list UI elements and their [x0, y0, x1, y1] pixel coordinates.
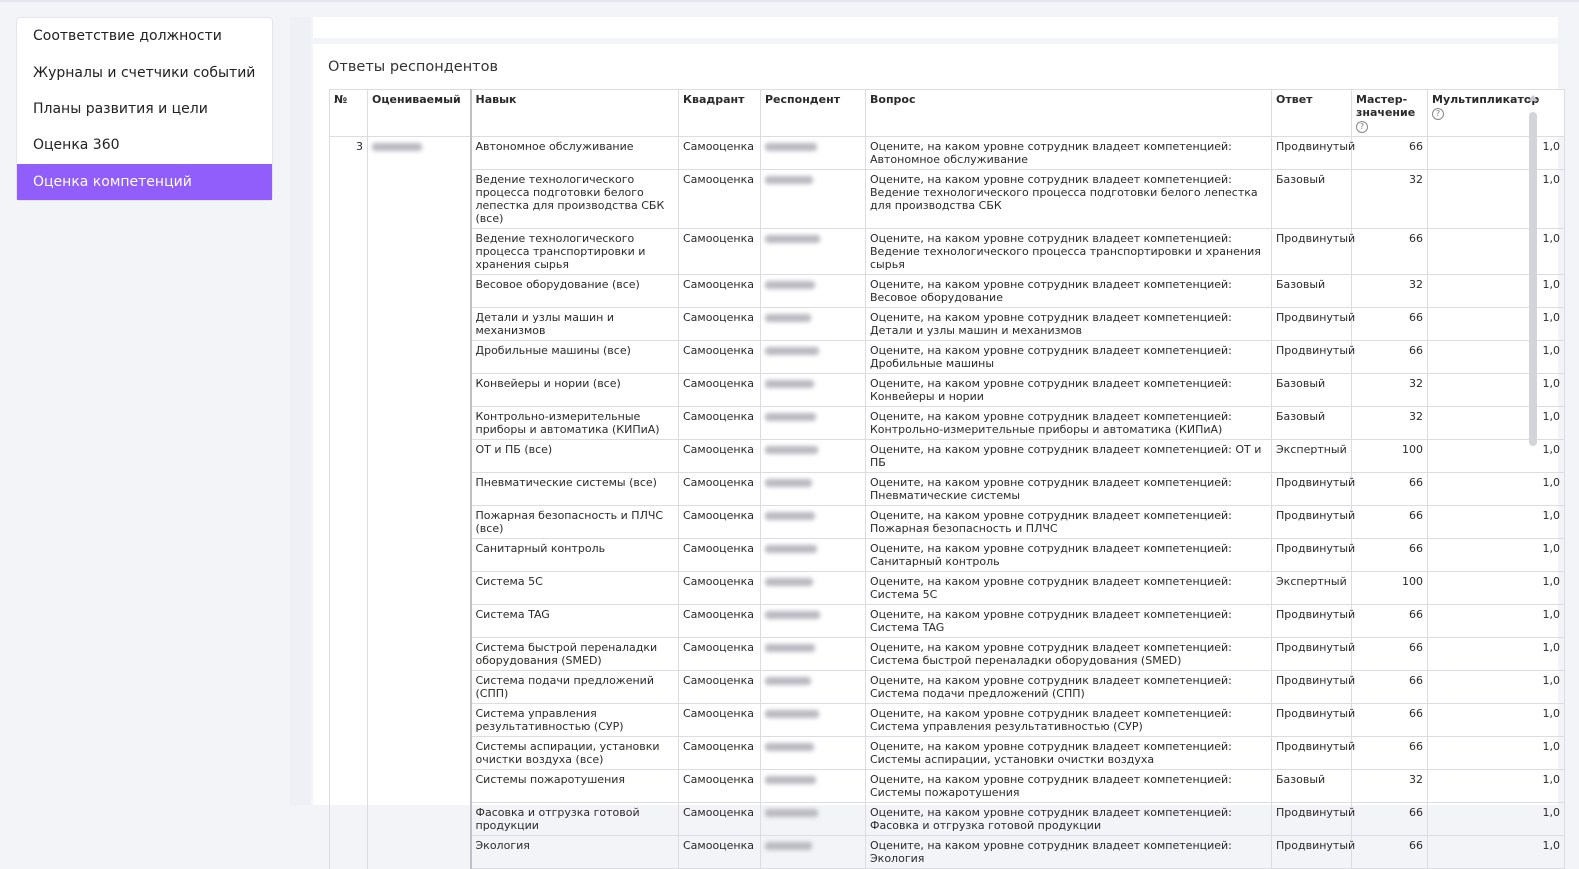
row-number: [330, 308, 368, 341]
redacted-name: [765, 413, 816, 421]
cell-quadrant: Самооценка: [679, 539, 761, 572]
redacted-name: [765, 281, 815, 289]
cell-quadrant: Самооценка: [679, 440, 761, 473]
table-row[interactable]: [330, 170, 1565, 229]
cell-quadrant: Самооценка: [679, 170, 761, 229]
cell-multiplier: 1,0: [1428, 638, 1565, 671]
row-number: [330, 671, 368, 704]
table-row[interactable]: [330, 638, 1565, 671]
evaluated-person: [368, 770, 471, 803]
card-title: Ответы респондентов: [328, 59, 499, 75]
evaluated-person: [368, 605, 471, 638]
help-icon[interactable]: ?: [1432, 108, 1444, 120]
cell-answer: Продвинутый: [1272, 506, 1352, 539]
table-row[interactable]: [330, 770, 1565, 803]
evaluated-person: [368, 539, 471, 572]
cell-skill: Конвейеры и нории (все): [471, 374, 679, 407]
col-header-master-label: Мастер-значение: [1356, 93, 1416, 119]
col-header-multiplier[interactable]: [1428, 90, 1565, 137]
cell-question: Оцените, на каком уровне сотрудник владеет компетенцией: Ведение технологического процесса транспортировки и хранения сырья: [866, 229, 1272, 275]
cell-quadrant: Самооценка: [679, 137, 761, 170]
cell-respondent: [761, 803, 866, 836]
cell-multiplier: 1,0: [1428, 770, 1565, 803]
cell-master: 100: [1352, 440, 1428, 473]
cell-respondent: [761, 275, 866, 308]
cell-skill: Система подачи предложений (СПП): [471, 671, 679, 704]
evaluated-person: [368, 374, 471, 407]
vertical-scrollbar[interactable]: [1528, 95, 1538, 795]
table-row[interactable]: [330, 704, 1565, 737]
cell-skill: Система TAG: [471, 605, 679, 638]
cell-question: Оцените, на каком уровне сотрудник владеет компетенцией: Ведение технологического процесса подготовки белого лепестка для производства СБК: [866, 170, 1272, 229]
col-header-num[interactable]: №: [330, 90, 368, 137]
cell-skill: Экология: [471, 836, 679, 869]
scrollbar-thumb[interactable]: [1529, 112, 1537, 446]
cell-quadrant: Самооценка: [679, 341, 761, 374]
cell-answer: Базовый: [1272, 407, 1352, 440]
row-number: 3: [330, 137, 368, 170]
evaluated-person: [368, 229, 471, 275]
cell-answer: Продвинутый: [1272, 836, 1352, 869]
row-number: [330, 803, 368, 836]
table-row[interactable]: [330, 803, 1565, 836]
cell-quadrant: Самооценка: [679, 836, 761, 869]
table-row[interactable]: [330, 671, 1565, 704]
cell-multiplier: 1,0: [1428, 704, 1565, 737]
row-number: [330, 170, 368, 229]
cell-quadrant: Самооценка: [679, 275, 761, 308]
table-row[interactable]: [330, 275, 1565, 308]
redacted-name: [765, 578, 813, 586]
cell-master: 32: [1352, 374, 1428, 407]
sidebar: [16, 17, 273, 201]
cell-question: Оцените, на каком уровне сотрудник владеет компетенцией: Дробильные машины: [866, 341, 1272, 374]
table-row[interactable]: [330, 308, 1565, 341]
cell-multiplier: 1,0: [1428, 407, 1565, 440]
row-number: [330, 605, 368, 638]
cell-quadrant: Самооценка: [679, 572, 761, 605]
cell-answer: Продвинутый: [1272, 803, 1352, 836]
cell-master: 66: [1352, 308, 1428, 341]
redacted-name: [765, 842, 812, 850]
cell-respondent: [761, 407, 866, 440]
cell-quadrant: Самооценка: [679, 803, 761, 836]
cell-question: Оцените, на каком уровне сотрудник владеет компетенцией: Весовое оборудование: [866, 275, 1272, 308]
table-row[interactable]: [330, 407, 1565, 440]
cell-skill: Дробильные машины (все): [471, 341, 679, 374]
cell-answer: Базовый: [1272, 770, 1352, 803]
cell-question: Оцените, на каком уровне сотрудник владеет компетенцией: Пожарная безопасность и ПЛЧС: [866, 506, 1272, 539]
cell-multiplier: 1,0: [1428, 229, 1565, 275]
cell-question: Оцените, на каком уровне сотрудник владеет компетенцией: ОТ и ПБ: [866, 440, 1272, 473]
cell-master: 66: [1352, 671, 1428, 704]
table-row[interactable]: [330, 137, 1565, 170]
evaluated-person: [368, 638, 471, 671]
cell-master: 66: [1352, 539, 1428, 572]
evaluated-person: [368, 275, 471, 308]
cell-answer: Продвинутый: [1272, 539, 1352, 572]
cell-skill: Детали и узлы машин и механизмов: [471, 308, 679, 341]
table-row[interactable]: [330, 440, 1565, 473]
cell-skill: Фасовка и отгрузка готовой продукции: [471, 803, 679, 836]
cell-quadrant: Самооценка: [679, 737, 761, 770]
evaluated-person: [368, 440, 471, 473]
cell-skill: Система быстрой переналадки оборудования (SMED): [471, 638, 679, 671]
cell-respondent: [761, 539, 866, 572]
cell-question: Оцените, на каком уровне сотрудник владеет компетенцией: Детали и узлы машин и механизмов: [866, 308, 1272, 341]
row-number: [330, 638, 368, 671]
evaluated-person: [368, 671, 471, 704]
table-row[interactable]: [330, 374, 1565, 407]
redacted-name: [765, 611, 820, 619]
evaluated-person: [368, 803, 471, 836]
redacted-name: [765, 235, 820, 243]
cell-master: 66: [1352, 473, 1428, 506]
cell-multiplier: 1,0: [1428, 308, 1565, 341]
cell-multiplier: 1,0: [1428, 137, 1565, 170]
cell-answer: Продвинутый: [1272, 308, 1352, 341]
cell-respondent: [761, 770, 866, 803]
cell-skill: Ведение технологического процесса транспортировки и хранения сырья: [471, 229, 679, 275]
row-number: [330, 341, 368, 374]
cell-quadrant: Самооценка: [679, 638, 761, 671]
top-card: [313, 17, 1558, 38]
row-number: [330, 770, 368, 803]
cell-skill: Системы аспирации, установки очистки воздуха (все): [471, 737, 679, 770]
col-header-master[interactable]: [1352, 90, 1428, 137]
cell-skill: Весовое оборудование (все): [471, 275, 679, 308]
cell-respondent: [761, 374, 866, 407]
cell-master: 100: [1352, 572, 1428, 605]
table-row[interactable]: [330, 605, 1565, 638]
cell-multiplier: 1,0: [1428, 737, 1565, 770]
cell-skill: Системы пожаротушения: [471, 770, 679, 803]
cell-master: 66: [1352, 605, 1428, 638]
col-header-quadrant[interactable]: Квадрант: [679, 90, 761, 137]
redacted-name: [765, 446, 818, 454]
cell-skill: Система управления результативностью (СУР): [471, 704, 679, 737]
table-row[interactable]: [330, 737, 1565, 770]
evaluated-person: [368, 737, 471, 770]
cell-answer: Продвинутый: [1272, 605, 1352, 638]
redacted-name: [765, 176, 813, 184]
cell-multiplier: 1,0: [1428, 440, 1565, 473]
col-header-respondent[interactable]: Респондент: [761, 90, 866, 137]
evaluated-person: [368, 341, 471, 374]
cell-multiplier: 1,0: [1428, 341, 1565, 374]
cell-respondent: [761, 671, 866, 704]
sidebar-item-event-logs[interactable]: Журналы и счетчики событий: [33, 64, 256, 81]
evaluated-person: [368, 407, 471, 440]
cell-master: 66: [1352, 803, 1428, 836]
row-number: [330, 374, 368, 407]
cell-question: Оцените, на каком уровне сотрудник владеет компетенцией: Фасовка и отгрузка готовой продукции: [866, 803, 1272, 836]
cell-respondent: [761, 737, 866, 770]
cell-answer: Продвинутый: [1272, 341, 1352, 374]
cell-quadrant: Самооценка: [679, 229, 761, 275]
table-row[interactable]: [330, 506, 1565, 539]
row-number: [330, 229, 368, 275]
cell-respondent: [761, 638, 866, 671]
cell-master: 32: [1352, 407, 1428, 440]
redacted-name: [765, 545, 817, 553]
cell-multiplier: 1,0: [1428, 506, 1565, 539]
cell-multiplier: 1,0: [1428, 473, 1565, 506]
cell-respondent: [761, 137, 866, 170]
cell-answer: Базовый: [1272, 170, 1352, 229]
col-header-skill[interactable]: Навык: [471, 90, 679, 137]
redacted-name: [765, 776, 816, 784]
cell-respondent: [761, 506, 866, 539]
cell-answer: Экспертный: [1272, 572, 1352, 605]
cell-respondent: [761, 170, 866, 229]
row-number: [330, 704, 368, 737]
cell-master: 66: [1352, 229, 1428, 275]
cell-question: Оцените, на каком уровне сотрудник владеет компетенцией: Система быстрой переналадки оборудования (SMED): [866, 638, 1272, 671]
cell-master: 66: [1352, 341, 1428, 374]
row-number: [330, 836, 368, 869]
cell-answer: Продвинутый: [1272, 229, 1352, 275]
sidebar-item-development-plans[interactable]: Планы развития и цели: [33, 100, 208, 117]
cell-multiplier: 1,0: [1428, 374, 1565, 407]
redacted-name: [372, 143, 422, 151]
table-row[interactable]: [330, 229, 1565, 275]
redacted-name: [765, 710, 819, 718]
cell-skill: Система 5С: [471, 572, 679, 605]
evaluated-person: [368, 506, 471, 539]
redacted-name: [765, 743, 814, 751]
cell-question: Оцените, на каком уровне сотрудник владеет компетенцией: Системы аспирации, установки очистки воздуха: [866, 737, 1272, 770]
row-number: [330, 275, 368, 308]
answers-table: [329, 89, 1565, 869]
cell-quadrant: Самооценка: [679, 374, 761, 407]
cell-skill: Ведение технологического процесса подготовки белого лепестка для производства СБК (все): [471, 170, 679, 229]
table-row[interactable]: [330, 341, 1565, 374]
respondent-answers-card: [313, 44, 1560, 865]
cell-skill: ОТ и ПБ (все): [471, 440, 679, 473]
cell-answer: Экспертный: [1272, 440, 1352, 473]
evaluated-person: [368, 137, 471, 170]
cell-master: 66: [1352, 836, 1428, 869]
cell-respondent: [761, 308, 866, 341]
redacted-name: [765, 677, 811, 685]
cell-quadrant: Самооценка: [679, 473, 761, 506]
cell-multiplier: 1,0: [1428, 539, 1565, 572]
scroll-up-arrow-icon[interactable]: [1528, 95, 1538, 101]
redacted-name: [765, 512, 815, 520]
cell-multiplier: 1,0: [1428, 803, 1565, 836]
cell-quadrant: Самооценка: [679, 407, 761, 440]
cell-quadrant: Самооценка: [679, 671, 761, 704]
sidebar-item-position-match[interactable]: Соответствие должности: [33, 28, 222, 45]
table-body: [330, 137, 1565, 869]
cell-respondent: [761, 341, 866, 374]
sidebar-item-assessment-360[interactable]: Оценка 360: [33, 137, 120, 154]
cell-answer: Продвинутый: [1272, 737, 1352, 770]
cell-answer: Продвинутый: [1272, 671, 1352, 704]
table-row[interactable]: [330, 572, 1565, 605]
cell-multiplier: 1,0: [1428, 671, 1565, 704]
content-gutter: [290, 17, 311, 805]
row-number: [330, 572, 368, 605]
evaluated-person: [368, 170, 471, 229]
top-divider: [0, 0, 1579, 2]
cell-answer: Продвинутый: [1272, 137, 1352, 170]
table-row[interactable]: [330, 539, 1565, 572]
sidebar-item-competency-assessment[interactable]: Оценка компетенций: [17, 164, 272, 200]
cell-master: 66: [1352, 506, 1428, 539]
cell-answer: Базовый: [1272, 275, 1352, 308]
row-number: [330, 473, 368, 506]
cell-multiplier: 1,0: [1428, 275, 1565, 308]
cell-question: Оцените, на каком уровне сотрудник владеет компетенцией: Конвейеры и нории: [866, 374, 1272, 407]
col-header-evaluated[interactable]: Оцениваемый: [368, 90, 471, 137]
cell-question: Оцените, на каком уровне сотрудник владеет компетенцией: Системы пожаротушения: [866, 770, 1272, 803]
cell-master: 32: [1352, 170, 1428, 229]
cell-quadrant: Самооценка: [679, 308, 761, 341]
cell-question: Оцените, на каком уровне сотрудник владеет компетенцией: Автономное обслуживание: [866, 137, 1272, 170]
cell-answer: Базовый: [1272, 374, 1352, 407]
cell-respondent: [761, 473, 866, 506]
cell-skill: Санитарный контроль: [471, 539, 679, 572]
cell-respondent: [761, 605, 866, 638]
cell-skill: Пневматические системы (все): [471, 473, 679, 506]
table-row[interactable]: [330, 836, 1565, 869]
table-row[interactable]: [330, 473, 1565, 506]
table-header-row: [330, 90, 1565, 137]
cell-respondent: [761, 836, 866, 869]
cell-question: Оцените, на каком уровне сотрудник владеет компетенцией: Экология: [866, 836, 1272, 869]
row-number: [330, 407, 368, 440]
row-number: [330, 539, 368, 572]
cell-master: 32: [1352, 275, 1428, 308]
cell-quadrant: Самооценка: [679, 704, 761, 737]
cell-multiplier: 1,0: [1428, 572, 1565, 605]
row-number: [330, 506, 368, 539]
cell-master: 66: [1352, 737, 1428, 770]
cell-quadrant: Самооценка: [679, 770, 761, 803]
redacted-name: [765, 644, 815, 652]
row-number: [330, 440, 368, 473]
cell-multiplier: 1,0: [1428, 605, 1565, 638]
redacted-name: [765, 479, 812, 487]
cell-question: Оцените, на каком уровне сотрудник владеет компетенцией: Система управления результативностью (СУР): [866, 704, 1272, 737]
col-header-answer[interactable]: Ответ: [1272, 90, 1352, 137]
redacted-name: [765, 347, 819, 355]
cell-master: 66: [1352, 137, 1428, 170]
cell-question: Оцените, на каком уровне сотрудник владеет компетенцией: Система 5С: [866, 572, 1272, 605]
evaluated-person: [368, 572, 471, 605]
evaluated-person: [368, 308, 471, 341]
redacted-name: [765, 314, 811, 322]
cell-quadrant: Самооценка: [679, 605, 761, 638]
redacted-name: [765, 809, 818, 817]
cell-question: Оцените, на каком уровне сотрудник владеет компетенцией: Пневматические системы: [866, 473, 1272, 506]
col-header-multiplier-label: Мультипликатор: [1432, 93, 1540, 106]
cell-multiplier: 1,0: [1428, 836, 1565, 869]
cell-respondent: [761, 704, 866, 737]
cell-answer: Продвинутый: [1272, 638, 1352, 671]
cell-skill: Пожарная безопасность и ПЛЧС (все): [471, 506, 679, 539]
cell-respondent: [761, 440, 866, 473]
help-icon[interactable]: ?: [1356, 121, 1368, 133]
cell-answer: Продвинутый: [1272, 473, 1352, 506]
cell-quadrant: Самооценка: [679, 506, 761, 539]
cell-respondent: [761, 572, 866, 605]
cell-question: Оцените, на каком уровне сотрудник владеет компетенцией: Санитарный контроль: [866, 539, 1272, 572]
evaluated-person: [368, 473, 471, 506]
cell-answer: Продвинутый: [1272, 704, 1352, 737]
row-number: [330, 737, 368, 770]
cell-master: 32: [1352, 770, 1428, 803]
cell-question: Оцените, на каком уровне сотрудник владеет компетенцией: Система TAG: [866, 605, 1272, 638]
evaluated-person: [368, 836, 471, 869]
answers-table-container[interactable]: [329, 89, 1560, 865]
redacted-name: [765, 380, 814, 388]
cell-question: Оцените, на каком уровне сотрудник владеет компетенцией: Контрольно-измерительные приборы и автоматика (КИПиА): [866, 407, 1272, 440]
cell-question: Оцените, на каком уровне сотрудник владеет компетенцией: Система подачи предложений (СПП): [866, 671, 1272, 704]
cell-master: 66: [1352, 704, 1428, 737]
evaluated-person: [368, 704, 471, 737]
cell-skill: Автономное обслуживание: [471, 137, 679, 170]
cell-multiplier: 1,0: [1428, 170, 1565, 229]
redacted-name: [765, 143, 817, 151]
cell-skill: Контрольно-измерительные приборы и автоматика (КИПиА): [471, 407, 679, 440]
cell-respondent: [761, 229, 866, 275]
cell-master: 66: [1352, 638, 1428, 671]
col-header-question[interactable]: Вопрос: [866, 90, 1272, 137]
